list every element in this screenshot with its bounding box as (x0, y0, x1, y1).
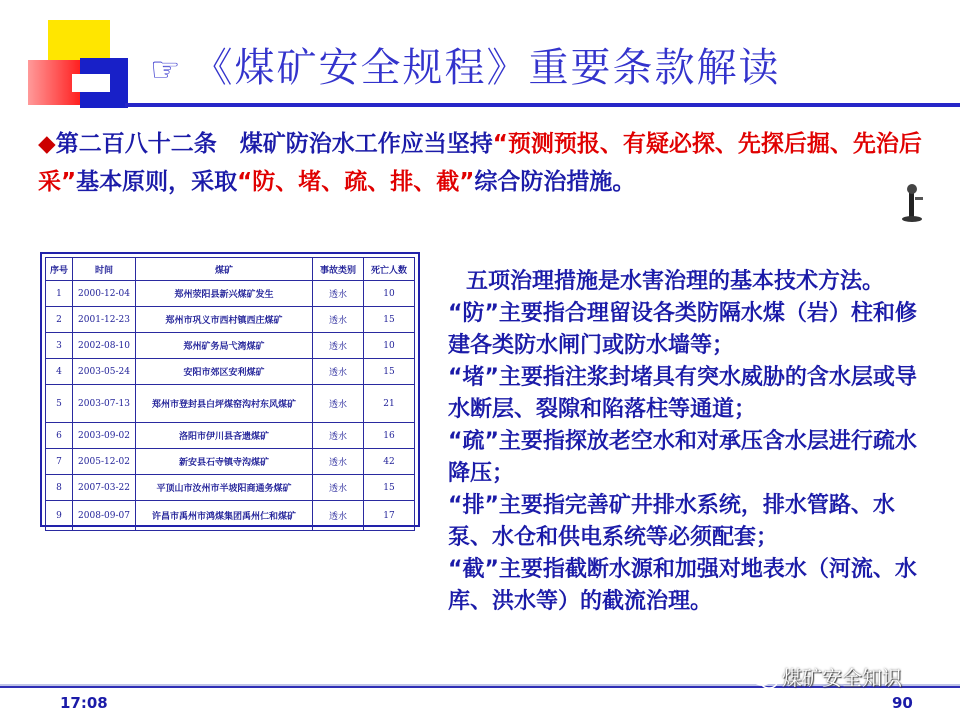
cell-mine: 洛阳市伊川县吝遗煤矿 (136, 423, 313, 449)
cell-date: 2003-09-02 (73, 423, 136, 449)
cell-category: 透水 (313, 333, 364, 359)
watermark (752, 662, 902, 691)
cell-date: 2007-03-22 (73, 475, 136, 501)
table-row (46, 307, 415, 333)
cell-date: 2008-09-07 (73, 501, 136, 531)
table-row (46, 359, 415, 385)
cell-deaths: 42 (364, 449, 415, 475)
title-underline (125, 103, 960, 107)
table-row (46, 423, 415, 449)
cell-category: 透水 (313, 385, 364, 423)
header-mine: 煤矿 (136, 258, 313, 281)
cell-index: 6 (46, 423, 73, 449)
cell-mine: 许昌市禹州市鸿煤集团禹州仁和煤矿 (136, 501, 313, 531)
watermark-text: 煤矿安全知识 (782, 666, 902, 690)
cell-date: 2000-12-04 (73, 281, 136, 307)
cell-category: 透水 (313, 359, 364, 385)
table-row (46, 501, 415, 531)
header-index: 序号 (46, 258, 73, 281)
cell-index: 2 (46, 307, 73, 333)
cell-index: 1 (46, 281, 73, 307)
cell-deaths: 15 (364, 307, 415, 333)
cell-date: 2005-12-02 (73, 449, 136, 475)
measures-intro: 五项治理措施是水害治理的基本技术方法。 (466, 269, 885, 294)
cell-date: 2001-12-23 (73, 307, 136, 333)
cell-category: 透水 (313, 423, 364, 449)
footer-time: 17:08 (60, 694, 108, 712)
cell-category: 透水 (313, 501, 364, 531)
cell-deaths: 15 (364, 475, 415, 501)
cell-category: 透水 (313, 307, 364, 333)
cell-mine: 安阳市郊区安利煤矿 (136, 359, 313, 385)
article-part2: 基本原则，采取 (76, 169, 238, 195)
accident-table (40, 252, 420, 527)
article-part3: 综合防治措施。 (474, 169, 636, 195)
pointing-hand-icon: ☞ (150, 50, 183, 90)
measure-prevent: “防”主要指合理留设各类防隔水煤（岩）柱和修建各类防水闸门或防水墙等； (448, 301, 917, 358)
measure-drain: “疏”主要指探放老空水和对承压含水层进行疏水降压； (448, 429, 917, 486)
cell-index: 4 (46, 359, 73, 385)
cell-category: 透水 (313, 281, 364, 307)
cell-category: 透水 (313, 449, 364, 475)
cell-mine: 平顶山市汝州市半坡阳商通务煤矿 (136, 475, 313, 501)
slide-title (150, 36, 780, 93)
measures-text (448, 266, 938, 618)
header-category: 事故类别 (313, 258, 364, 281)
article-quote2: “防、堵、疏、排、截” (237, 169, 475, 195)
article-part1: 第二百八十二条 煤矿防治水工作应当坚持 (55, 131, 493, 157)
cell-category: 透水 (313, 475, 364, 501)
table-row (46, 475, 415, 501)
cell-deaths: 17 (364, 501, 415, 531)
cell-mine: 郑州矿务局弋湾煤矿 (136, 333, 313, 359)
cell-index: 8 (46, 475, 73, 501)
cell-deaths: 10 (364, 333, 415, 359)
wechat-icon (752, 670, 778, 690)
cell-index: 7 (46, 449, 73, 475)
measure-intercept: “截”主要指截断水源和加强对地表水（河流、水库、洪水等）的截流治理。 (448, 557, 917, 614)
header-date: 时间 (73, 258, 136, 281)
slide-title-text: 《煤矿安全规程》重要条款解读 (192, 45, 781, 91)
decor-white-bar (72, 74, 110, 92)
table-row (46, 385, 415, 423)
cell-date: 2003-05-24 (73, 359, 136, 385)
telephone-icon (898, 183, 926, 223)
cell-mine: 新安县石寺镇寺沟煤矿 (136, 449, 313, 475)
cell-index: 9 (46, 501, 73, 531)
table-row (46, 333, 415, 359)
cell-mine: 郑州市巩义市西村镇西庄煤矿 (136, 307, 313, 333)
measure-block: “堵”主要指注浆封堵具有突水威胁的含水层或导水断层、裂隙和陷落柱等通道； (448, 365, 917, 422)
cell-date: 2003-07-13 (73, 385, 136, 423)
measure-discharge: “排”主要指完善矿井排水系统，排水管路、水泵、水仓和供电系统等必须配套； (448, 493, 895, 550)
cell-mine: 郑州荥阳县新兴煤矿发生 (136, 281, 313, 307)
cell-mine: 郑州市登封县白坪煤窑沟村东风煤矿 (136, 385, 313, 423)
page-number: 90 (892, 694, 913, 712)
cell-deaths: 15 (364, 359, 415, 385)
article-paragraph (38, 125, 923, 201)
article-quote1: “预测预报、有疑必探、先探后掘、先治后采” (38, 131, 922, 195)
table-row (46, 281, 415, 307)
cell-deaths: 16 (364, 423, 415, 449)
cell-index: 3 (46, 333, 73, 359)
diamond-icon: ◆ (38, 131, 56, 157)
cell-index: 5 (46, 385, 73, 423)
table-header-row (46, 258, 415, 281)
header-deaths: 死亡人数 (364, 258, 415, 281)
table-row (46, 449, 415, 475)
cell-deaths: 10 (364, 281, 415, 307)
cell-deaths: 21 (364, 385, 415, 423)
cell-date: 2002-08-10 (73, 333, 136, 359)
